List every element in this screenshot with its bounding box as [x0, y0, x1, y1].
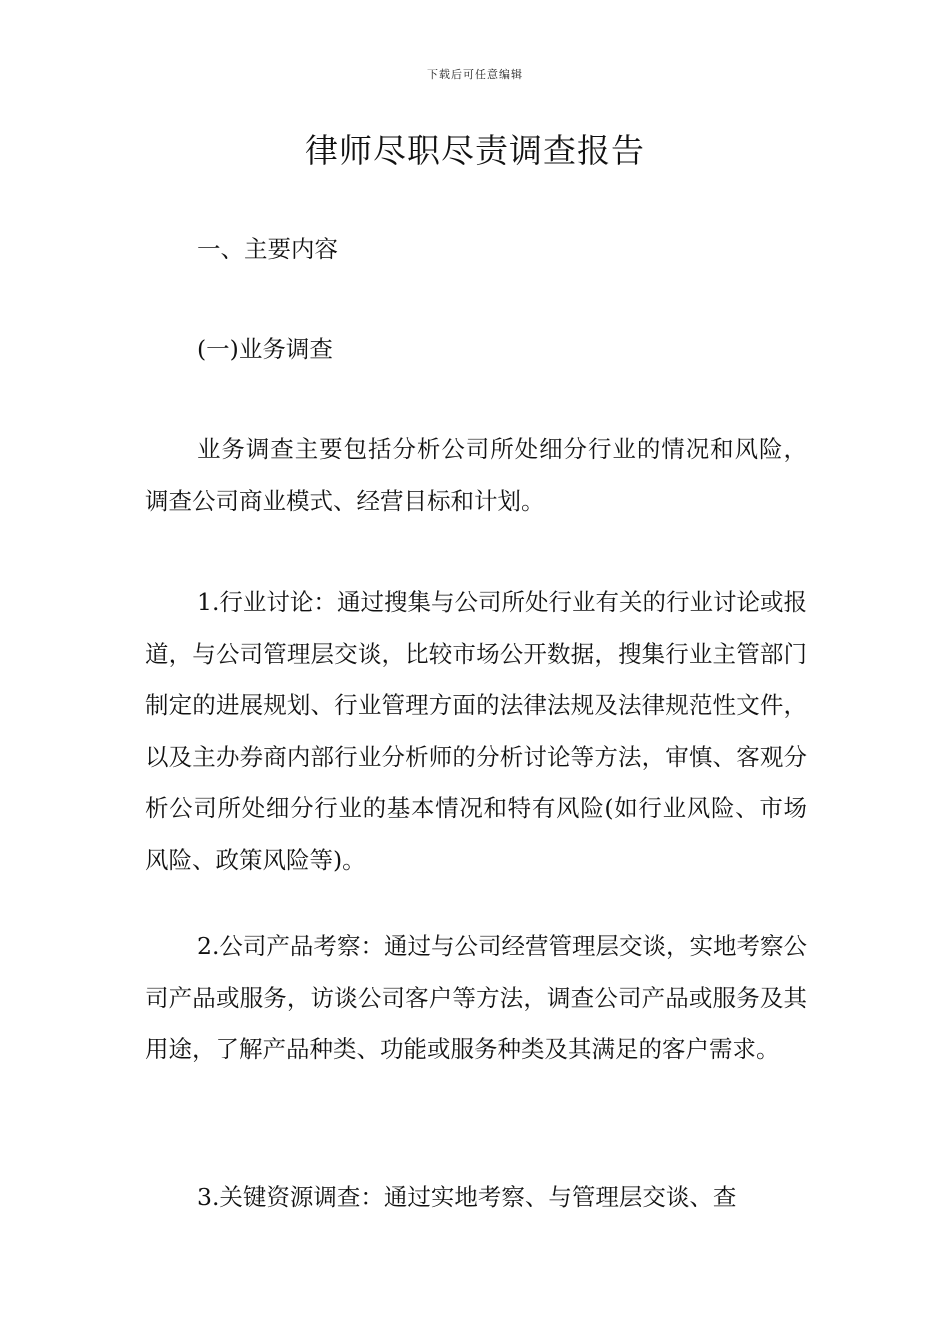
paragraph-key-resources: 3.关键资源调查：通过实地考察、与管理层交谈、查	[197, 1183, 737, 1211]
section-heading: 一、主要内容	[197, 235, 338, 263]
paragraph-industry-research: 1.行业讨论：通过搜集与公司所处行业有关的行业讨论或报道，与公司管理层交谈，比较市场公开数据，搜集行业主管部门制定的进展规划、行业管理方面的法律法规及法律规范性文件，以及主办券商内部行业分析师的分析讨论等方法，审慎、客观分析公司所处细分行业的基本情况和特有风险(如行业风险、市场风险、政策风险等)。	[145, 588, 807, 874]
paragraph-intro: 业务调查主要包括分析公司所处细分行业的情况和风险，调查公司商业模式、经营目标和计划。	[145, 435, 807, 515]
subsection-heading: (一)业务调查	[197, 335, 333, 363]
paragraph-product-inspection: 2.公司产品考察：通过与公司经营管理层交谈，实地考察公司产品或服务，访谈公司客户等方法，调查公司产品或服务及其用途，了解产品种类、功能或服务种类及其满足的客户需求。	[145, 932, 807, 1063]
document-title: 律师尽职尽责调查报告	[305, 131, 645, 170]
header-note: 下载后可任意编辑	[427, 68, 523, 81]
